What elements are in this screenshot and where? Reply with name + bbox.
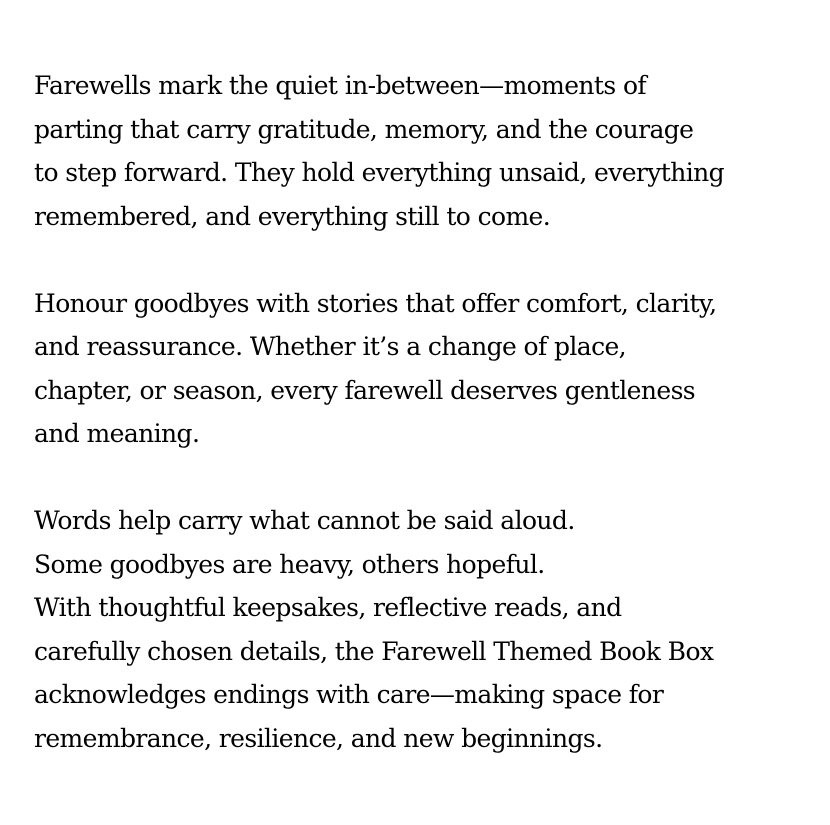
text-line: With thoughtful keepsakes, reflective reads, and bbox=[34, 593, 622, 622]
text-line: chapter, or season, every farewell deserves gentleness bbox=[34, 375, 696, 405]
text-line: carefully chosen details, the Farewell Themed Book Box bbox=[34, 636, 714, 666]
text-line: remembrance, resilience, and new beginnings. bbox=[34, 723, 603, 753]
text-line: remembered, and everything still to come. bbox=[34, 201, 551, 231]
text-line: parting that carry gratitude, memory, and the courage bbox=[34, 114, 694, 144]
paragraph-intro bbox=[34, 64, 824, 238]
text-line: Farewells mark the quiet in-between—moments of bbox=[34, 71, 647, 100]
text-line: Honour goodbyes with stories that offer comfort, clarity, bbox=[34, 288, 717, 318]
paragraph-words bbox=[34, 499, 824, 760]
text-line: acknowledges endings with care—making space for bbox=[34, 680, 664, 709]
text-line: and meaning. bbox=[34, 419, 200, 448]
text-line: to step forward. They hold everything unsaid, everything bbox=[34, 158, 725, 187]
text-line: and reassurance. Whether it’s a change of place, bbox=[34, 332, 627, 361]
farewell-description bbox=[34, 64, 824, 804]
text-line: Some goodbyes are heavy, others hopeful. bbox=[34, 549, 545, 579]
paragraph-honour bbox=[34, 282, 824, 456]
text-line: Words help carry what cannot be said aloud. bbox=[34, 506, 575, 535]
